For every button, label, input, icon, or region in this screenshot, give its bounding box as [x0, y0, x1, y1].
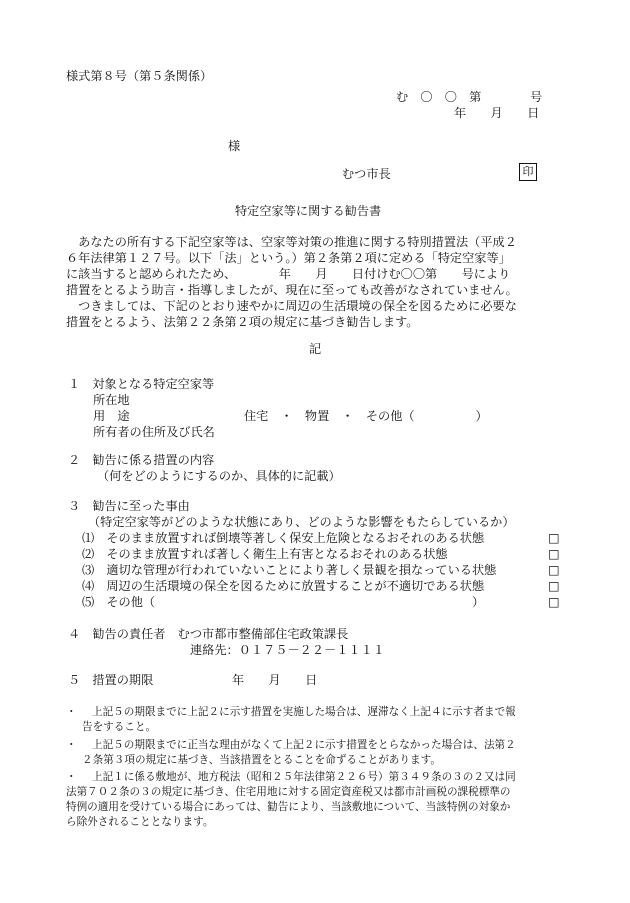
note-bullet: ・ — [66, 706, 77, 718]
reason-checkbox[interactable]: □ — [548, 563, 560, 577]
body-line: あなたの所有する下記空家等は、空家等対策の推進に関する特別措置法（平成２ — [66, 235, 517, 249]
addressee-suffix: 様 — [228, 139, 241, 153]
body-line: 措置をとるよう助言・指導しましたが、現在に至っても改善がなされていません。 — [66, 283, 518, 297]
owner-label: 所有者の住所及び氏名 — [93, 425, 215, 439]
document-number: む 〇 〇 第 号 — [396, 90, 543, 104]
reason-checkbox[interactable]: □ — [548, 595, 560, 609]
note-line: ２条第３項の規定に基づき、当該措置をとることを命ずることがあります。 — [82, 754, 441, 766]
reason-checkbox[interactable]: □ — [548, 531, 560, 545]
section3-heading: ３ 勧告に至った事由 — [68, 499, 190, 513]
reason-item: ⑶ 適切な管理が行われていないことにより著しく景観を損なっている状態 — [82, 563, 497, 577]
note-bullet: ・ — [66, 771, 77, 783]
use-options: 住宅 ・ 物置 ・ その他（ ） — [244, 409, 488, 423]
issue-date: 年 月 日 — [454, 106, 540, 120]
note-line: 上記５の期限までに上記２に示す措置を実施した場合は、遅滞なく上記４に示す者まで報 — [92, 706, 516, 718]
reason-item: ⑸ その他（ ） — [82, 595, 485, 609]
section4-heading: ４ 勧告の責任者 むつ市都市整備部住宅政策課長 — [68, 627, 349, 641]
reason-item: ⑵ そのまま放置すれば著しく衛生上有害となるおそれのある状態 — [82, 547, 448, 561]
reason-item: ⑷ 周辺の生活環境の保全を図るために放置することが不適切である状態 — [82, 579, 485, 593]
section1-heading: １ 対象となる特定空家等 — [68, 377, 215, 391]
reason-checkbox[interactable]: □ — [548, 579, 560, 593]
note-line: 特例の適用を受けている場合にあっては、勧告により、当該敷地について、当該特例の対象か — [66, 801, 511, 813]
body-line: に該当すると認められたため、 年 月 日付けむ〇〇第 号により — [66, 267, 511, 281]
document-title: 特定空家等に関する勧告書 — [235, 204, 382, 218]
section5-heading: ５ 措置の期限 — [68, 673, 154, 687]
seal-stamp: 印 — [519, 163, 537, 181]
note-line: 法第７０２条の３の規定に基づき、住宅用地に対する固定資産税又は都市計画税の課税標準の — [66, 786, 511, 798]
reason-item: ⑴ そのまま放置すれば倒壊等著しく保安上危険となるおそれのある状態 — [82, 531, 485, 545]
body-line: 措置をとるよう、法第２２条第２項の規定に基づき勧告します。 — [66, 315, 419, 329]
note-line: 上記５の期限までに正当な理由がなくて上記２に示す措置をとらなかった場合は、法第２ — [92, 739, 516, 751]
body-line: つきましては、下記のとおり速やかに周辺の生活環境の保全を図るために必要な — [66, 299, 517, 313]
note-line: ら除外されることとなります。 — [66, 816, 214, 828]
section2-heading: ２ 勧告に係る措置の内容 — [68, 453, 215, 467]
section3-note: （特定空家等がどのような状態にあり、どのような影響をもたらしているか） — [88, 515, 515, 529]
reason-checkbox[interactable]: □ — [548, 547, 560, 561]
note-line: 上記１に係る敷地が、地方税法（昭和２５年法律第２２６号）第３４９条の３の２又は同 — [92, 771, 516, 783]
location-label: 所在地 — [93, 393, 130, 407]
body-line: ６年法律第１２７号。以下「法」という。）第２条第２項に定める「特定空家等」 — [66, 251, 511, 265]
contact-number: 連絡先：０１７５－２２－１１１１ — [190, 643, 385, 657]
use-label: 用 途 — [93, 409, 130, 423]
ki-heading: 記 — [309, 342, 322, 356]
note-bullet: ・ — [66, 739, 77, 751]
note-line: 告をすること。 — [82, 721, 157, 733]
deadline-date: 年 月 日 — [232, 673, 318, 687]
section2-note: （何をどのようにするのか、具体的に記載） — [97, 469, 341, 483]
sender-title: むつ市長 — [342, 167, 391, 181]
form-number: 様式第８号（第５条関係） — [66, 69, 213, 83]
